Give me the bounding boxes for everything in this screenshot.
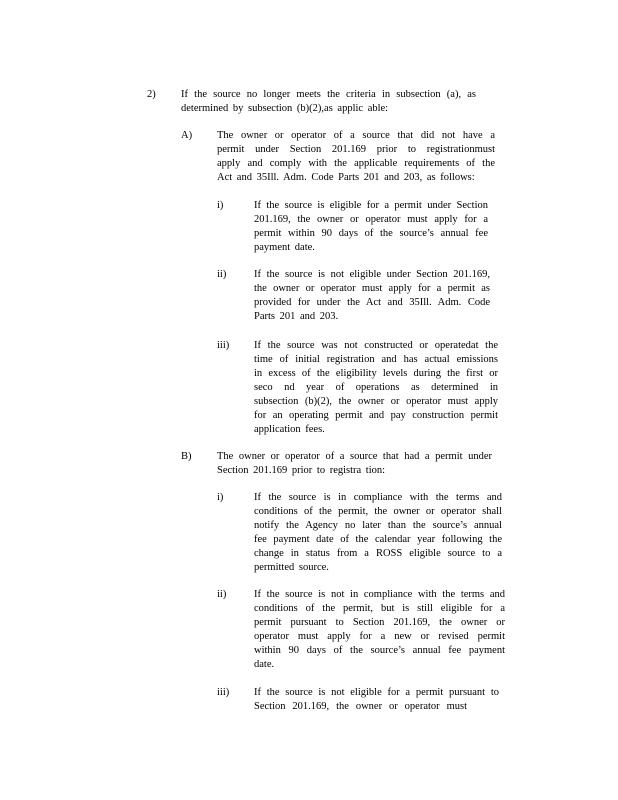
text-line: If the source is in compliance with the terms and <box>254 492 502 503</box>
item-a-ii-paragraph <box>254 268 490 324</box>
text-line: The owner or operator of a source that did not have a <box>217 130 495 141</box>
text-line: notify the Agency no later than the source’s annual <box>254 520 502 531</box>
item-b-paragraph <box>217 450 492 478</box>
text-line: application fees. <box>254 424 325 435</box>
item-a-paragraph <box>217 129 495 185</box>
item-2-number: 2) <box>147 89 156 100</box>
text-line: 201.169, the owner or operator must apply for a <box>254 214 488 225</box>
text-line: The owner or operator of a source that had a permit under <box>217 451 492 462</box>
item-a-iii-number: iii) <box>217 340 230 351</box>
item-b-ii-number: ii) <box>217 589 227 600</box>
text-line: permitted source. <box>254 562 329 573</box>
item-a-i-number: i) <box>217 200 224 211</box>
item-a-number: A) <box>181 130 193 141</box>
item-a-iii-paragraph <box>254 339 498 437</box>
text-line: If the source is not in compliance with the terms and <box>254 589 505 600</box>
item-b-iii-number: iii) <box>217 687 230 698</box>
text-line: permit under Section 201.169 prior to registrationmust <box>217 144 495 155</box>
item-b-i-number: i) <box>217 492 224 503</box>
text-line: If the source is not eligible for a permit pursuant to <box>254 687 499 698</box>
text-line: within 90 days of the source’s annual fee payment <box>254 645 505 656</box>
text-line: permit pursuant to Section 201.169, the owner or <box>254 617 505 628</box>
text-line: time of initial registration and has actual emissions <box>254 354 498 365</box>
text-line: conditions of the permit, but is still eligible for a <box>254 603 505 614</box>
text-line: permit within 90 days of the source’s annual fee <box>254 228 488 239</box>
text-line: for an operating permit and pay construction permit <box>254 410 498 421</box>
text-line: fee payment date of the calendar year following the <box>254 534 502 545</box>
text-line: Section 201.169, the owner or operator must <box>254 701 467 712</box>
text-line: in excess of the eligibility levels during the first or <box>254 368 498 379</box>
text-line: subsection (b)(2), the owner or operator must apply <box>254 396 498 407</box>
text-line: the owner or operator must apply for a permit as <box>254 283 490 294</box>
text-line: date. <box>254 659 275 670</box>
item-2-paragraph <box>181 88 476 116</box>
text-line: operator must apply for a new or revised permit <box>254 631 505 642</box>
item-a-i-paragraph <box>254 199 488 255</box>
text-line: Act and 35Ill. Adm. Code Parts 201 and 203, as follows: <box>217 172 475 183</box>
text-line: conditions of the permit, the owner or operator shall <box>254 506 502 517</box>
text-line: If the source is eligible for a permit under Section <box>254 200 488 211</box>
text-line: payment date. <box>254 242 315 253</box>
text-line: apply and comply with the applicable requirements of the <box>217 158 495 169</box>
item-b-ii-paragraph <box>254 588 505 672</box>
text-line: Section 201.169 prior to registra tion: <box>217 465 386 476</box>
text-line: If the source was not constructed or operatedat the <box>254 340 498 351</box>
item-b-number: B) <box>181 451 192 462</box>
text-line: determined by subsection (b)(2),as applic able: <box>181 103 389 114</box>
item-b-i-paragraph <box>254 491 502 575</box>
text-line: provided for under the Act and 35Ill. Adm. Code <box>254 297 490 308</box>
text-line: Parts 201 and 203. <box>254 311 339 322</box>
text-line: If the source is not eligible under Section 201.169, <box>254 269 490 280</box>
text-line: seco nd year of operations as determined in <box>254 382 498 393</box>
item-b-iii-paragraph <box>254 686 499 714</box>
item-a-ii-number: ii) <box>217 269 227 280</box>
text-line: If the source no longer meets the criteria in subsection (a), as <box>181 89 476 100</box>
text-line: change in status from a ROSS eligible source to a <box>254 548 502 559</box>
